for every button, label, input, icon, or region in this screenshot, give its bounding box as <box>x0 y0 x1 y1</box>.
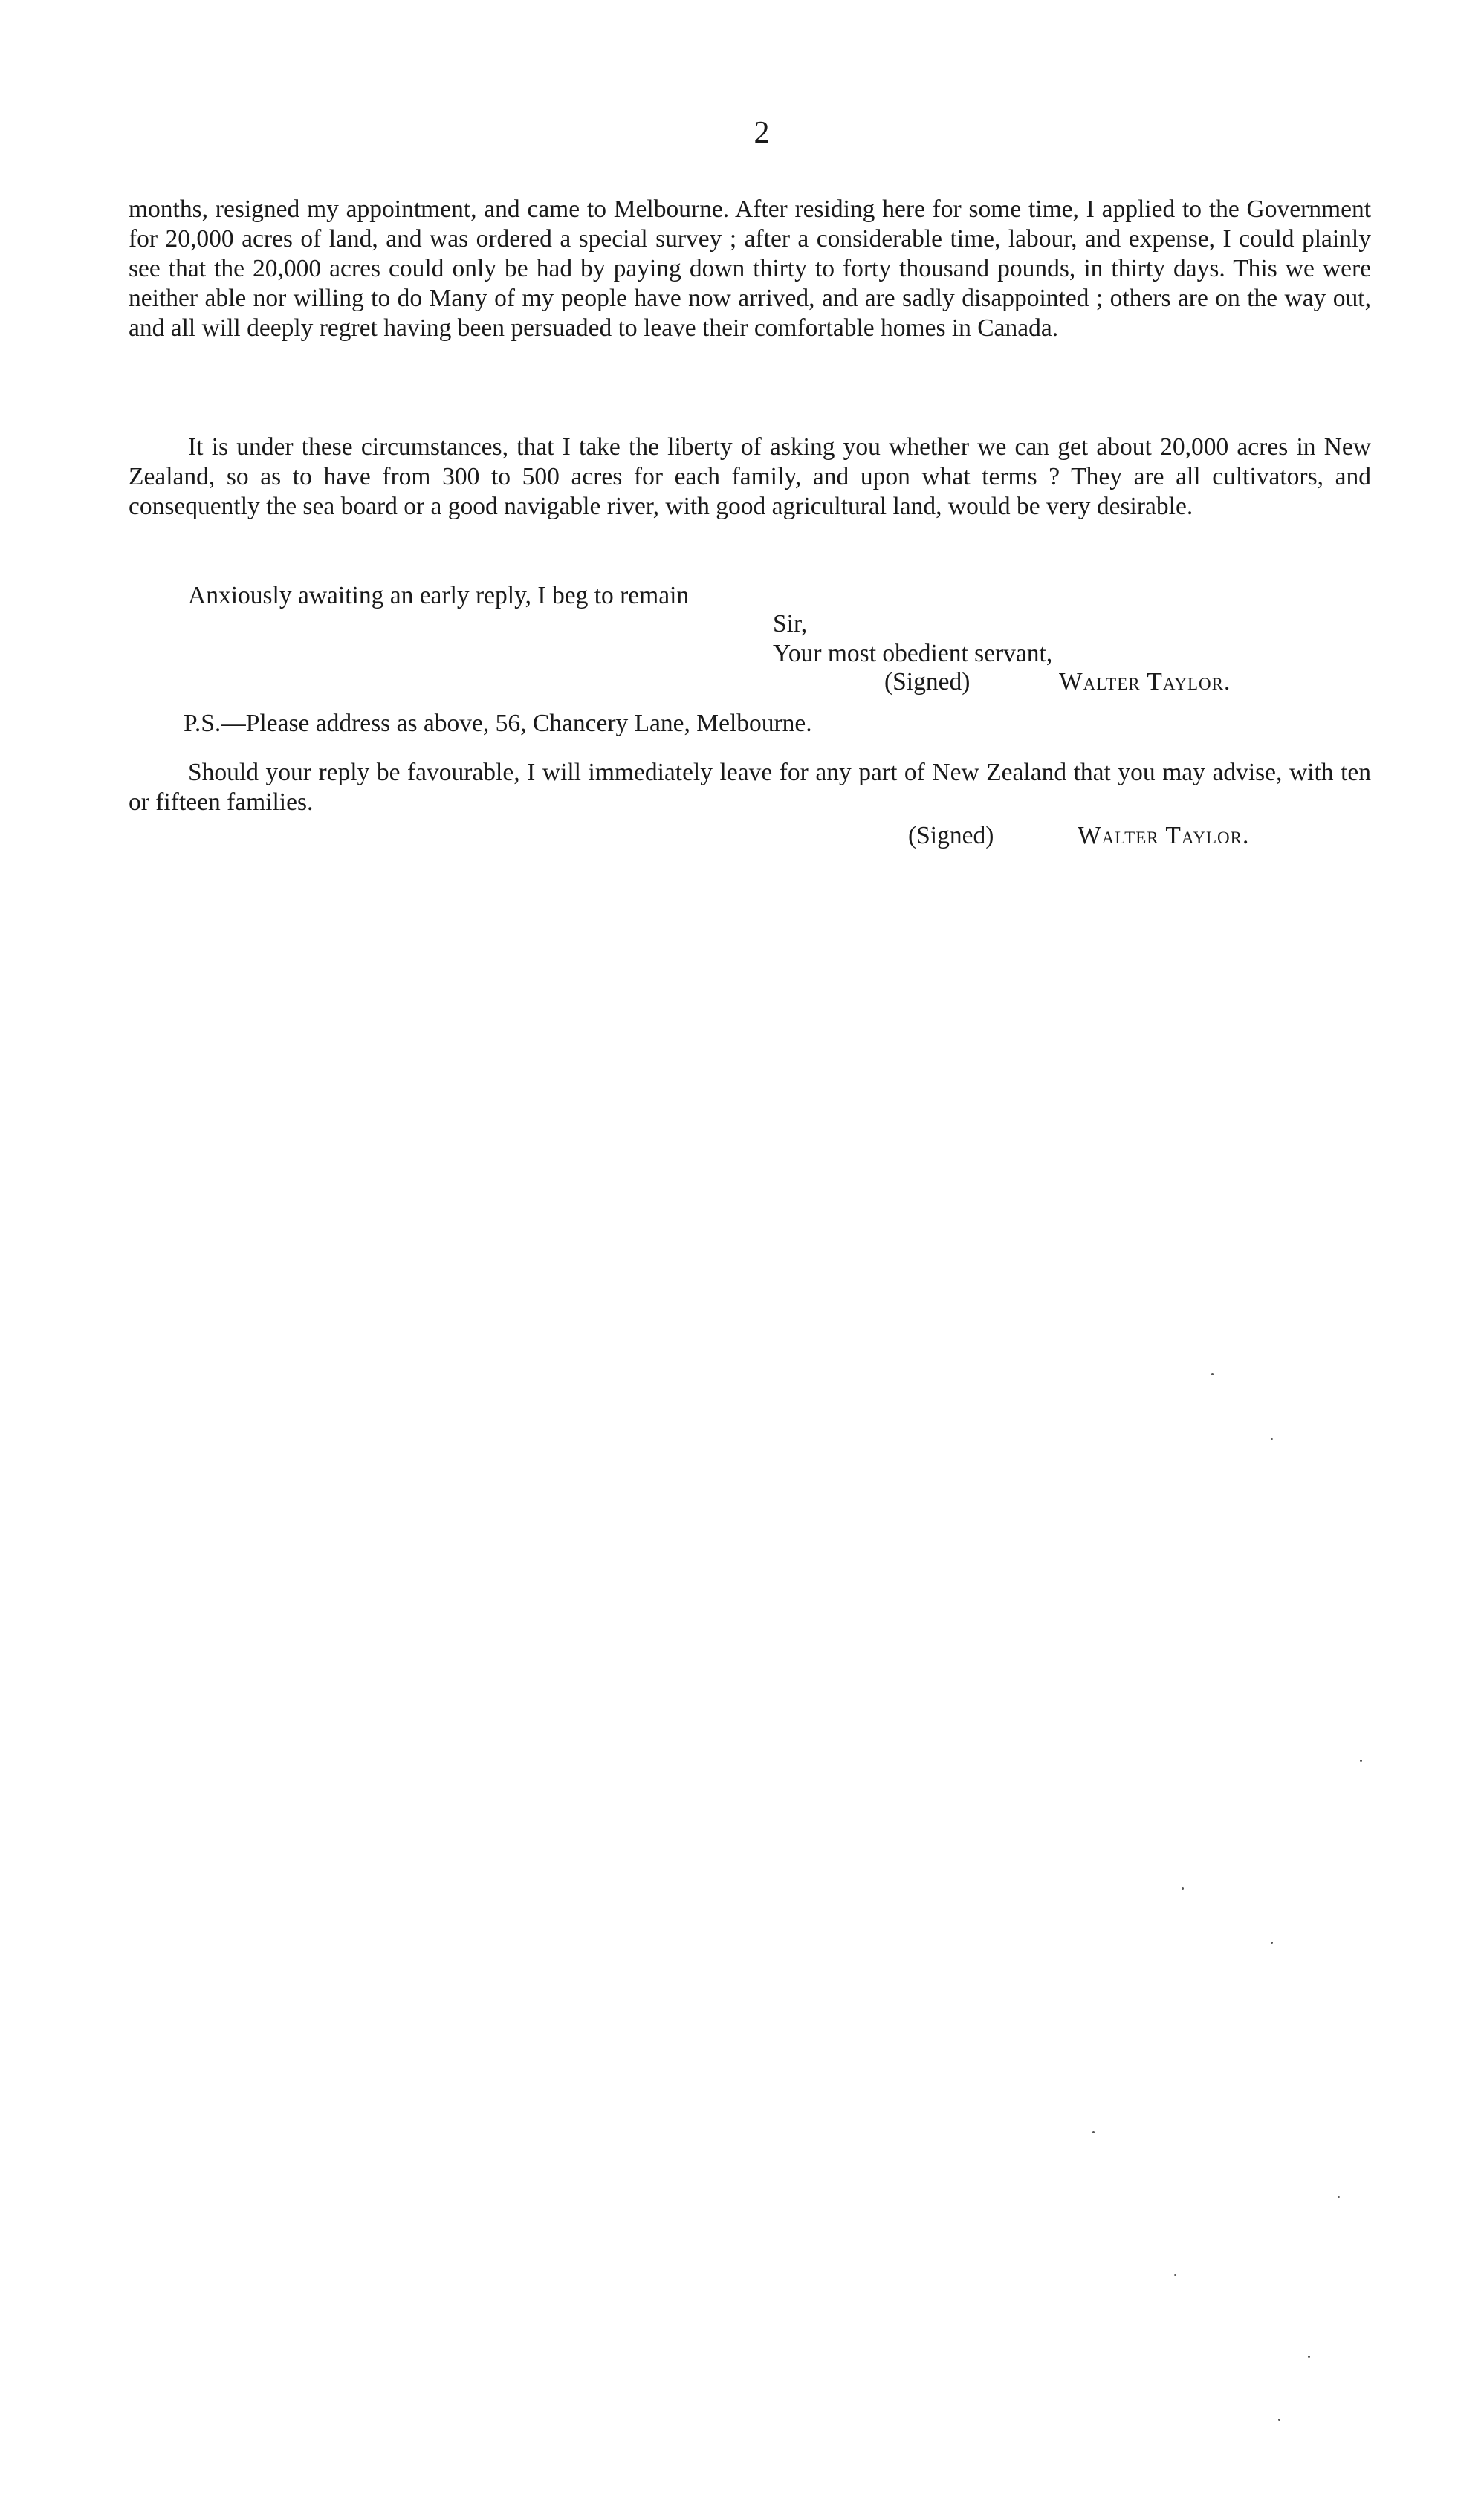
scan-speck <box>1174 2274 1176 2276</box>
scan-speck <box>1338 2196 1340 2198</box>
paragraph-1: months, resigned my appointment, and came to Melbourne. After residing here for some time, I applied to the Government for 20,000 acres of land, and was ordered a special survey ; after a considerable time, labour, and expense, I could plainly see that the 20,000 acres could only be had by paying down thirty to forty thousand pounds, in thirty days. This we were neither able nor willing to do Many of my people have now arrived, and are sadly disappointed ; others are on the way out, and all will deeply regret having been persuaded to leave their comfortable homes in Canada. <box>129 195 1371 342</box>
scan-speck <box>1182 1887 1184 1890</box>
scan-speck <box>1360 1760 1362 1762</box>
postscript: P.S.—Please address as above, 56, Chancery Lane, Melbourne. <box>184 710 812 737</box>
signed-label-2: (Signed) <box>908 822 994 849</box>
scan-speck <box>1271 1438 1273 1440</box>
page-number: 2 <box>754 116 770 150</box>
scan-speck <box>1211 1373 1214 1375</box>
signed-label-1: (Signed) <box>884 668 971 696</box>
signatory-name-1: Walter Taylor. <box>1059 668 1231 696</box>
scan-speck <box>1308 2356 1310 2358</box>
scan-speck <box>1271 1942 1273 1944</box>
valediction: Your most obedient servant, <box>773 640 1053 667</box>
signatory-name-2: Walter Taylor. <box>1078 822 1250 849</box>
scan-speck <box>1278 2419 1280 2421</box>
scan-speck <box>1092 2131 1095 2133</box>
closing-line: Anxiously awaiting an early reply, I beg to remain <box>188 582 690 609</box>
paragraph-2: It is under these circumstances, that I take the liberty of asking you whether we can get about 20,000 acres in New Zealand, so as to have from 300 to 500 acres for each family, and upon what terms ? They are all cultivators, and consequently the sea board or a good navigable river, with good agricultural land, would be very desirable. <box>129 433 1371 520</box>
salutation: Sir, <box>773 610 808 638</box>
paragraph-3: Should your reply be favourable, I will immediately leave for any part of New Zealand that you may advise, with ten or fifteen families. <box>129 759 1371 816</box>
